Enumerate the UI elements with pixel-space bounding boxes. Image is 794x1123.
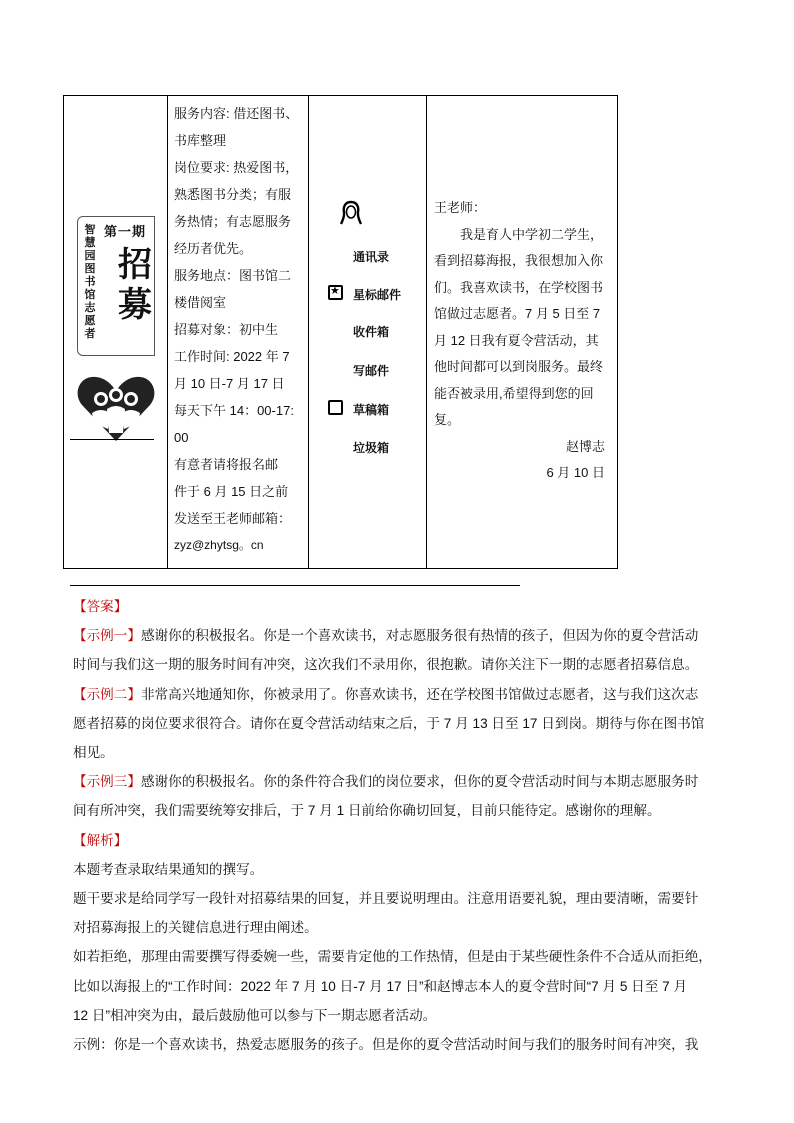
analysis-line: 对招募海报上的关键信息进行理由阐述。 xyxy=(73,920,318,936)
analysis-line: 示例：你是一个喜欢读书，热爱志愿服务的孩子。但是你的夏令营活动时间与我们的服务时间有冲突，我 xyxy=(73,1037,699,1053)
analysis-line: 比如以海报上的“工作时间：2022 年 7 月 10 日-7 月 17 日”和赵博志本人的夏令营时间“7 月 5 日至 7 月 xyxy=(73,978,688,994)
letter-greeting: 王老师： xyxy=(434,200,487,215)
recruit-line: 每天下午 14：00-17: xyxy=(174,403,294,418)
recruit-line: 书库整理 xyxy=(174,133,227,148)
analysis-line: 12 日”相冲突为由，最后鼓励他可以参与下一期志愿者活动。 xyxy=(73,1007,437,1023)
recruit-line: 经历者优先。 xyxy=(174,241,253,256)
analysis-heading: 【解析】 xyxy=(73,832,128,848)
analysis-line: 本题考查录取结果通知的撰写。 xyxy=(73,861,264,877)
example-two-text: 相见。 xyxy=(73,745,114,761)
mail-menu-cell xyxy=(309,96,427,568)
recruitment-info-cell xyxy=(168,96,309,568)
example-two-text: 愿者招募的岗位要求很符合。请你在夏令营活动结束之后，于 7 月 13 日至 17 日到岗。期待与你在图书馆 xyxy=(73,715,705,731)
letter-date: 6 月 10 日 xyxy=(546,465,605,480)
example-three-text: 间有所冲突，我们需要统筹安排后，于 7 月 1 日前给你确切回复，目前只能待定。感谢你的理解。 xyxy=(73,803,661,819)
poster-cell xyxy=(64,96,168,568)
letter-signature: 赵博志 xyxy=(565,438,605,454)
letter-line: 他时间都可以到岗服务。最终 xyxy=(434,359,604,374)
letter-line: 我是育人中学初二学生， xyxy=(460,226,604,242)
contacts-person-icon xyxy=(340,200,362,226)
recruitment-table xyxy=(63,95,618,569)
menu-drafts[interactable]: 草稿箱 xyxy=(353,403,390,417)
recruit-line: 楼借阅室 xyxy=(174,295,227,310)
menu-trash[interactable]: 垃圾箱 xyxy=(353,441,390,455)
recruit-line: 岗位要求: 热爱图书， xyxy=(174,160,299,175)
recruit-line: 00 xyxy=(174,430,189,445)
letter-line: 月 12 日我有夏令营活动，其 xyxy=(434,332,599,348)
recruit-email: zyz@zhytsg。cn xyxy=(174,538,264,552)
letter-line: 能否被录用,希望得到您的回 xyxy=(434,385,594,401)
star-icon xyxy=(328,285,343,300)
answer-section xyxy=(73,592,733,1059)
example-two-tag: 【示例二】 xyxy=(73,686,141,702)
section-divider xyxy=(70,585,520,586)
analysis-line: 如若拒绝，那理由需要撰写得委婉一些，需要肯定他的工作热情，但是由于某些硬性条件不合适从而拒绝， xyxy=(73,949,712,965)
letter-cell xyxy=(427,96,617,568)
answer-heading: 【答案】 xyxy=(73,599,128,614)
example-one-text: 感谢你的积极报名。你是一个喜欢读书，对志愿服务很有热情的孩子，但因为你的夏令营活动 xyxy=(140,628,699,644)
letter-line: 馆做过志愿者。7 月 5 日至 7 xyxy=(434,306,601,321)
recruit-line: 服务内容: 借还图书、 xyxy=(174,106,299,121)
recruit-line: 熟悉图书分类；有服 xyxy=(174,187,292,202)
poster-vertical-title: 智慧园图书馆志愿者 xyxy=(84,223,96,340)
recruit-line: 月 10 日-7 月 17 日 xyxy=(174,376,285,391)
recruit-line: 工作时间: 2022 年 7 xyxy=(174,349,290,364)
analysis-line: 题干要求是给同学写一段针对招募结果的回复，并且要说明理由。注意用语要礼貌，理由要清晰，需要针 xyxy=(73,891,699,907)
recruit-line: 发送至王老师邮箱： xyxy=(174,511,292,526)
letter-line: 看到招募海报，我很想加入你 xyxy=(434,253,604,268)
recruit-line: 件于 6 月 15 日之前 xyxy=(174,484,289,499)
volunteers-heart-icon xyxy=(76,373,156,443)
example-three-text: 感谢你的积极报名。你的条件符合我们的岗位要求，但你的夏令营活动时间与本期志愿服务时 xyxy=(140,774,699,790)
menu-starred[interactable]: 星标邮件 xyxy=(353,288,402,302)
menu-inbox[interactable]: 收件箱 xyxy=(353,325,390,339)
draft-icon xyxy=(328,400,343,415)
recruit-line: 招募对象：初中生 xyxy=(174,322,279,337)
poster-issue: 第一期 xyxy=(104,225,147,240)
menu-compose[interactable]: 写邮件 xyxy=(353,364,390,378)
recruit-line: 有意者请将报名邮 xyxy=(174,457,279,472)
recruit-line: 服务地点：图书馆二 xyxy=(174,268,292,283)
application-letter xyxy=(434,195,610,487)
poster-big-title: 招募 xyxy=(118,245,152,325)
example-one-tag: 【示例一】 xyxy=(73,628,141,644)
recruitment-poster xyxy=(77,216,155,356)
menu-contacts[interactable]: 通讯录 xyxy=(353,250,390,264)
divider xyxy=(70,439,154,440)
letter-line: 们。我喜欢读书，在学校图书 xyxy=(434,279,604,295)
example-one-text: 时间与我们这一期的服务时间有冲突，这次我们不录用你，很抱歉。请你关注下一期的志愿者招募信息。 xyxy=(73,657,699,673)
letter-line: 复。 xyxy=(434,412,461,427)
recruit-line: 务热情；有志愿服务 xyxy=(174,214,292,229)
example-two-text: 非常高兴地通知你，你被录用了。你喜欢读书，还在学校图书馆做过志愿者，这与我们这次志 xyxy=(140,686,699,702)
recruitment-info xyxy=(174,100,308,559)
example-three-tag: 【示例三】 xyxy=(73,774,141,790)
